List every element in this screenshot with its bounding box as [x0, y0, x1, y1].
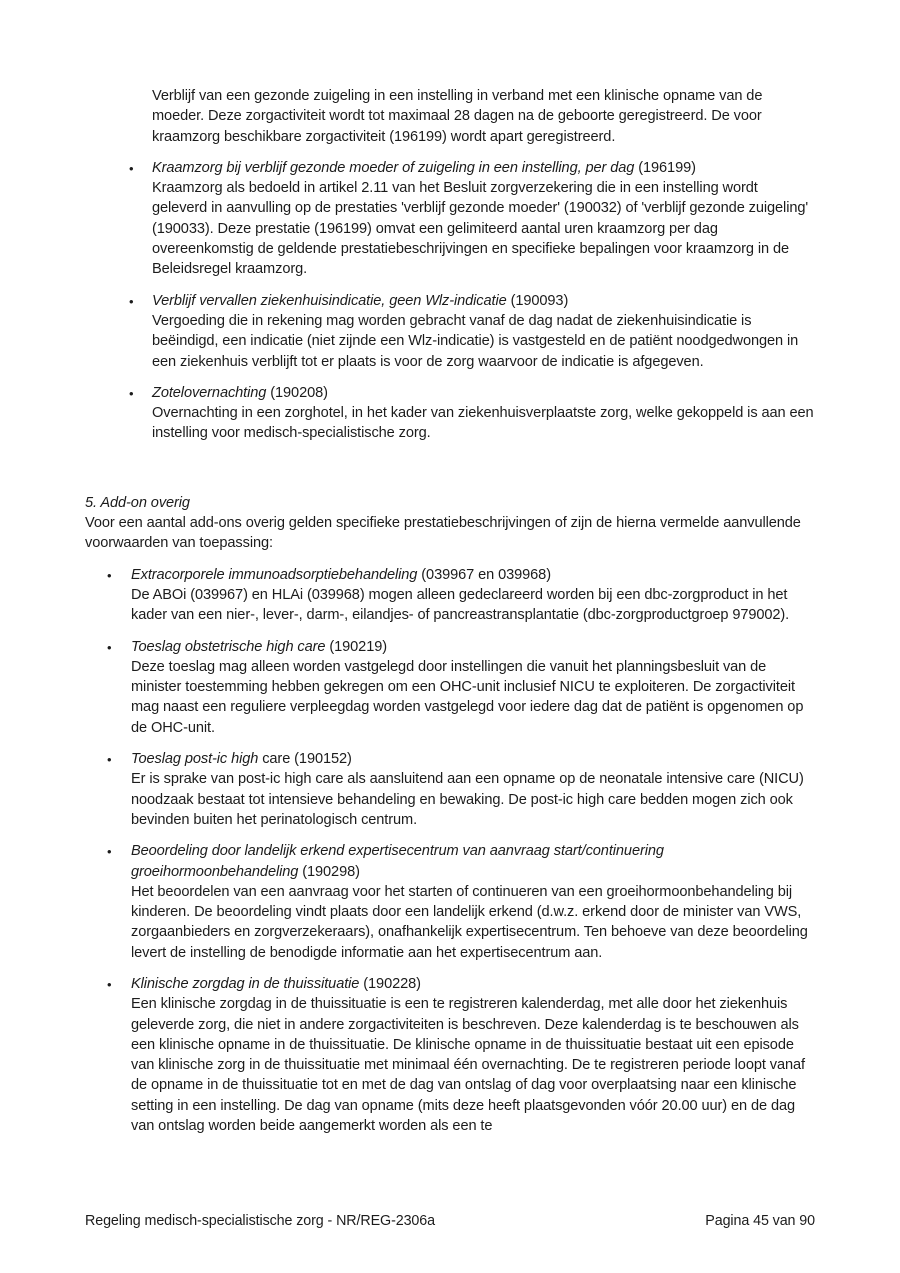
item-title-code: (190093) [506, 292, 569, 309]
item-body: Het beoordelen van een aanvraag voor het starten of continueren van een groeihormoonbehandeling bij kinderen. De beoordeling vindt plaats door een landelijk erkend (d.w.z. erkend door de minister van VWS, zorgaanbieders en zorgverzekeraars), onafhankelijk expertisecentrum. Ten behoeve van deze beoordeling levert de instelling de benodigde informatie aan het expertisecentrum aan. [131, 883, 808, 961]
item-body: Deze toeslag mag alleen worden vastgelegd door instellingen die vanuit het planningsbesluit van de minister toestemming hebben gekregen om een OHC-unit inclusief NICU te exploiteren. De zorgactiviteit mag naast een reguliere verpleegdag worden vastgelegd voor iedere dag dat de patiënt is opgenomen op de OHC-unit. [131, 658, 804, 736]
list-item [152, 383, 815, 444]
list-item [131, 565, 815, 626]
list-item [131, 637, 815, 738]
item-title-code: care (190152) [258, 751, 352, 768]
list-item [131, 841, 815, 963]
item-body: De ABOi (039967) en HLAi (039968) mogen alleen gedeclareerd worden bij een dbc-zorgproduct in het kader van een nier-, lever-, darm-, eilandjes- of pancreastransplantatie (dbc-zorgproductgroep 979002). [131, 586, 790, 624]
section-intro: Voor een aantal add-ons overig gelden specifieke prestatiebeschrijvingen of zijn de hierna vermelde aanvullende voorwaarden van toepassing: [85, 515, 801, 552]
item-title-code: (190208) [266, 384, 328, 401]
intro-paragraph: Verblijf van een gezonde zuigeling in een instelling in verband met een klinische opname van de moeder. Deze zorgactiviteit wordt tot maximaal 28 dagen na de geboorte geregistreerd. De voor kraamzorg beschikbare zorgactiviteit (196199) wordt apart geregistreerd. [152, 88, 763, 145]
item-title-name: Klinische zorgdag in de thuissituatie [131, 975, 360, 992]
item-title-name: Extracorporele immunoadsorptiebehandeling [131, 566, 418, 583]
prestatie-list-verblijf [152, 158, 815, 444]
item-title-name: Toeslag post-ic high [131, 751, 259, 768]
item-title [131, 841, 815, 882]
item-title [152, 158, 815, 178]
item-title [131, 565, 815, 585]
item-title [131, 637, 815, 657]
item-body: Kraamzorg als bedoeld in artikel 2.11 van het Besluit zorgverzekering die in een instelling wordt geleverd in aanvulling op de prestaties 'verblijf gezonde moeder' (190032) of 'verblijf gezonde zuigeling' (190033). Deze prestatie (196199) omvat een gelimiteerd aantal uren kraamzorg per dag overeenkomstig de geldende prestatiebeschrijvingen en specifieke bepalingen voor kraamzorg in de Beleidsregel kraamzorg. [152, 180, 809, 278]
item-title-code: (196199) [634, 159, 696, 176]
item-title-name: Zotelovernachting [152, 384, 267, 401]
item-body: Vergoeding die in rekening mag worden gebracht vanaf de dag nadat de ziekenhuisindicatie is beëindigd, een indicatie (niet zijnde een Wlz-indicatie) is vastgesteld en de patiënt noodgedwongen in een ziekenhuis verblijft tot er plaats is voor de zorg waarvoor de indicatie is afgegeven. [152, 312, 799, 370]
item-title [131, 749, 815, 769]
page-footer [85, 1213, 815, 1229]
list-item [152, 291, 815, 372]
item-body: Overnachting in een zorghotel, in het kader van ziekenhuisverplaatste zorg, welke gekoppeld is aan een instelling voor medisch-specialistische zorg. [152, 405, 814, 442]
item-title [152, 291, 815, 311]
footer-page-number: Pagina 45 van 90 [705, 1213, 815, 1229]
section-heading-addon-overig: 5. Add-on overig [85, 494, 190, 511]
continuation-block [152, 86, 815, 444]
footer-document-reference: Regeling medisch-specialistische zorg - NR/REG-2306a [85, 1213, 435, 1229]
item-title [152, 383, 815, 403]
list-item [152, 158, 815, 280]
item-body: Een klinische zorgdag in de thuissituatie is een te registreren kalenderdag, met alle door het ziekenhuis geleverde zorg, die niet in andere zorgactiviteiten is beschreven. Deze kalenderdag is te beschouwen als een klinische opname in de thuissituatie. De klinische opname in de thuissituatie bestaat uit een episode van klinische zorg in de thuissituatie met minimaal één overnachting. De te registreren periode loopt vanaf de opname in de thuissituatie tot en met de dag van ontslag of dag voor overplaatsing naar een klinische setting in een instelling. De dag van opname (mits deze heeft plaatsgevonden vóór 20.00 uur) en de dag van ontslag worden beide aangemerkt worden als een te [131, 996, 805, 1135]
item-title-name: Beoordeling door landelijk erkend expertisecentrum van aanvraag start/continuering groeihormoonbehandeling [131, 843, 664, 880]
item-title-code: (190298) [298, 863, 360, 880]
prestatie-list-addon-overig [131, 565, 815, 1137]
item-title-name: Kraamzorg bij verblijf gezonde moeder of zuigeling in een instelling, per dag [152, 159, 635, 176]
item-title-code: (190228) [359, 975, 421, 992]
item-title-code: (190219) [325, 638, 387, 655]
item-title-name: Toeslag obstetrische high care [131, 638, 326, 655]
item-title-name: Verblijf vervallen ziekenhuisindicatie, geen Wlz-indicatie [152, 292, 507, 309]
page-content [85, 86, 815, 1136]
list-item [131, 749, 815, 830]
item-title-code: (039967 en 039968) [417, 566, 551, 583]
item-body: Er is sprake van post-ic high care als aansluitend aan een opname op de neonatale intensive care (NICU) noodzaak bestaat tot intensieve behandeling en bewaking. De post-ic high care bedden mogen zich ook bevinden buiten het perinatologisch centrum. [131, 771, 804, 828]
list-item [131, 974, 815, 1136]
item-title [131, 974, 815, 994]
